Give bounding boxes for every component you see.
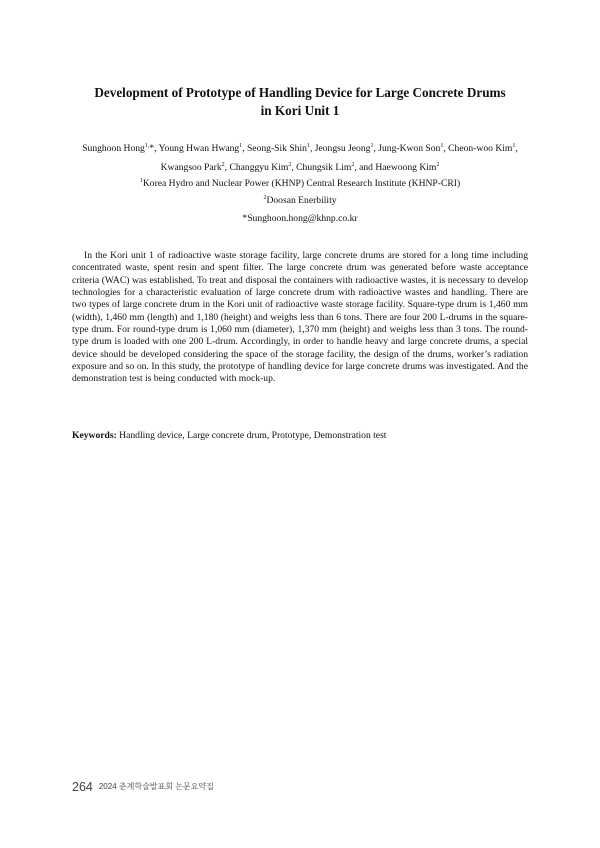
author-affil-mark: 1 bbox=[440, 143, 444, 149]
author-name: Jeongsu Jeong bbox=[314, 143, 371, 154]
author-sep: , bbox=[291, 162, 297, 173]
author-name: Kwangsoo Park bbox=[160, 162, 222, 173]
author-sep: , bbox=[373, 143, 379, 154]
author-affil-mark: 1, bbox=[144, 143, 150, 149]
author-affil-mark: 2 bbox=[221, 162, 225, 168]
author-affil-mark: 2 bbox=[351, 162, 355, 168]
author-name: Young Hwan Hwang bbox=[158, 143, 240, 154]
author-sep: , bbox=[242, 143, 247, 154]
paper-title bbox=[60, 84, 540, 120]
author-name: Seong-Sik Shin bbox=[246, 143, 307, 154]
author-name: Sunghoon Hong bbox=[82, 143, 145, 154]
footer-text: 2024 춘계학술발표회 논문요약집 bbox=[98, 782, 214, 792]
abstract-paragraph: In the Kori unit 1 of radioactive waste storage facility, large concrete drums are stored for a long time including concentrated waste, spent resin and spent filter. The large concrete drum was generated before waste acceptance criteria (WAC) was established. To treat and disposal the containers with radioactive wastes, it is necessary to develop technologies for a characteristic evaluation of large concrete drum with radioactive wastes and handling. There are two types of large concrete drum in the Kori unit of radioactive waste storage facility. Square-type drum is 1,460 mm (width), 1,460 mm (length) and 1,180 (height) and weighs less than 6 tons. There are four 200 L-drums in the square-type drum. For round-type drum is 1,060 mm (diameter), 1,370 mm (height) and weighs less than 3 tons. The round-type drum is loaded with one 200 L-drum. Accordingly, in order to handle heavy and large concrete drums, a special device should be developed considering the space of the storage facility, the design of the drums, worker’s radiation exposure and so on. In this study, the prototype of handling device for large concrete drums was investigated. And the demonstration test is being conducted with mock-up. bbox=[72, 250, 528, 385]
author-affil-mark: 1 bbox=[512, 143, 516, 149]
affiliation-mark: 2 bbox=[263, 195, 267, 201]
affiliation-1 bbox=[60, 178, 540, 190]
keywords-text: Handling device, Large concrete drum, Prototype, Demonstration test bbox=[116, 430, 387, 441]
title-line-2: in Kori Unit 1 bbox=[260, 103, 340, 118]
author-sep: *, bbox=[149, 143, 159, 154]
author-affil-mark: 2 bbox=[436, 162, 440, 168]
author-sep: , bbox=[515, 143, 518, 154]
author-affil-mark: 1 bbox=[306, 143, 310, 149]
author-sep: , bbox=[443, 143, 449, 154]
author-sep: , bbox=[309, 143, 315, 154]
page-footer bbox=[72, 778, 214, 796]
affiliation-2 bbox=[60, 195, 540, 207]
author-sep: , and bbox=[354, 162, 376, 173]
author-list bbox=[48, 139, 552, 177]
title-line-1: Development of Prototype of Handling Device for Large Concrete Drums bbox=[94, 85, 506, 100]
author-affil-mark: 1 bbox=[239, 143, 243, 149]
author-line-2 bbox=[48, 158, 552, 177]
author-name: Chungsik Lim bbox=[296, 162, 352, 173]
keywords bbox=[72, 430, 528, 442]
affiliation-text: Doosan Enerbility bbox=[266, 195, 337, 206]
affiliation-text: Korea Hydro and Nuclear Power (KHNP) Central Research Institute (KHNP-CRI) bbox=[142, 178, 461, 189]
author-name: Cheon-woo Kim bbox=[448, 143, 513, 154]
author-affil-mark: 2 bbox=[288, 162, 292, 168]
author-name: Jung-Kwon Son bbox=[378, 143, 441, 154]
author-affil-mark: 1 bbox=[370, 143, 374, 149]
author-name: Changgyu Kim bbox=[229, 162, 289, 173]
corresponding-email: *Sunghoon.hong@khnp.co.kr bbox=[242, 213, 358, 224]
author-name: Haewoong Kim bbox=[375, 162, 437, 173]
author-sep: , bbox=[224, 162, 230, 173]
page-number: 264 bbox=[72, 779, 93, 794]
author-line-1 bbox=[48, 139, 552, 158]
affiliation-mark: 1 bbox=[139, 178, 143, 184]
keywords-label: Keywords: bbox=[72, 430, 117, 441]
